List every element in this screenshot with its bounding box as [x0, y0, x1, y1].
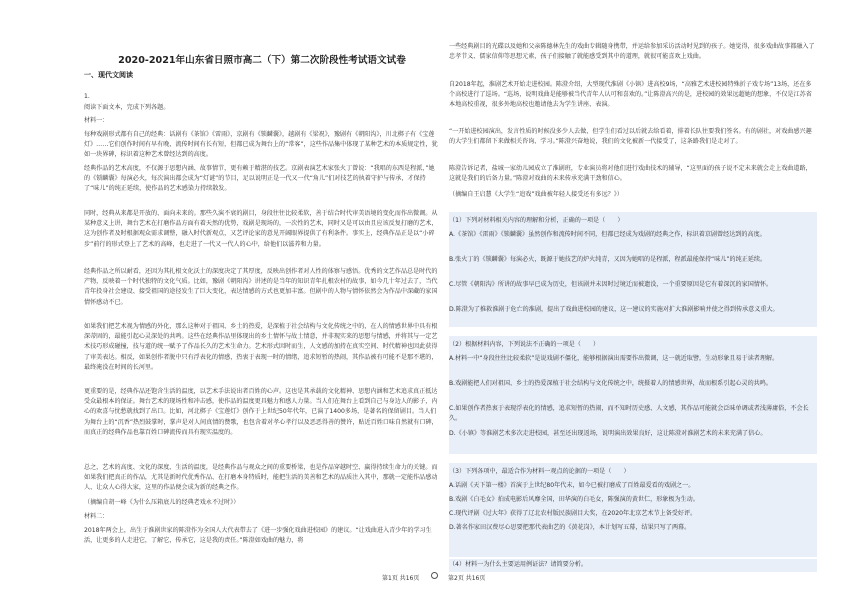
- material2-paragraph: 陈澄告诉记者，盐城一家幼儿园成立了淮剧班，专业演员将对他们进行戏曲技术的辅导，“这里面的孩子说不定未来就会走上戏曲道路，这就是我们的后备力量。”陈澄对戏曲的未来传承充满干劲和信心。: [449, 165, 812, 183]
- page-footer-left: 第1页 共16页: [382, 575, 420, 582]
- material2-paragraph: 一些经典剧目的光碟以及她和父亲陈德林先生的戏曲专辑随身携带，并运给参加采访活动时见到的孩子。她觉得，很多戏曲故事都融入了忠孝节义、儒家信仰等思想元素，孩子们接触了就能感受到其中的道理，就很可能喜欢上戏曲。: [449, 43, 815, 61]
- material2-paragraph: “一开始进校园演出，发言性质的时候没多少人去做，但学生们看过以后就去给看着，排着长队往要我们签名。有的剧社，对戏曲感兴趣的大学生们都留下来做相关咨询、学习。”陈澄兴奋地说，我们的文化被新一代接受了，这条路我们是走对了。: [449, 128, 812, 146]
- question-4-stem: （4）材料一为什么主要运用例证法？请简要分析。: [449, 561, 587, 568]
- question-3-option-c[interactable]: C.现代评剧《过大年》获得了辽北农村版民族剧目大奖，在2020年北京艺术节上备受好评。: [449, 510, 697, 517]
- material1-paragraph: 同时，经典从来都是开放的、面向未来的。那些久演不衰的剧目，身段往往比较柔软，善于结合时代审美语境的变化而作出微调。从某种意义上讲，舞台艺术在打磨作品方面有着天然的优势，戏剧是现场的，一次性的艺术，同时又是可以由且应该反复打磨的艺术，这为创作者及时根据观众需求调整，融入时代新观点，又艺评论家的意见开阔眼界提供了有利条件。事实上，经典作品正是以“小碎步”前行的形式登上了艺术的高峰，也走进了一代又一代人的心中，给他们以滋养和力量。: [84, 210, 438, 248]
- material2-paragraph: 2018年两会上，出生于淮剧世家的陈澄作为全国人大代表带去了《进一步强化戏曲进校园》的建议。“让戏曲进入青少年的学习生活，让更多的人走进它，了解它，传承它，这是我的责任。”陈澄如戏曲的魅力，将: [84, 527, 432, 545]
- question-3-option-b[interactable]: B.戏剧《白毛女》拍成电影后风靡全国，田华演的白毛女，陈强演的黄世仁，形象极为生动。: [449, 496, 699, 503]
- material2-label: 材料二：: [84, 513, 109, 520]
- material1-paragraph: 总之，艺术的高度、文化的深度、生活的温度，是经典作品与观众之间的重要桥梁，也是作品穿越时空、赢得持续生命力的关键。而如果我们把真正的作品，尤其是新时代优秀作品、在打磨本身特质时，能把生活的美善和艺术的品质注入其中，那就一定能作品感动人、让众人心得大家，这里的作品便会成为新的经典之作。: [84, 464, 438, 492]
- exam-title: 2020-2021年山东省日照市高二（下）第二次阶段性考试语文试卷: [118, 55, 406, 66]
- material1-source: （摘编自胡一峰《为什么压箱底儿的经典老戏永不过时》）: [84, 499, 240, 506]
- question-number: 1.: [84, 93, 90, 100]
- question-2-option-a[interactable]: A.材料一中“身段往往比较柔软”是说戏剧不僵化，能够根据演出需要作出微调，这一就近取譬，生动形象且易于读者理解。: [449, 355, 779, 362]
- question-3-block: [449, 463, 817, 557]
- question-1-option-d[interactable]: D.陈澄为了推救淮剧于危亡的淮剧，提出了戏曲进校园的建议，这一建议的实施对扩大淮剧影响并使之得到传承意义重大。: [449, 306, 779, 313]
- instructions: 阅读下面文本，完成下列各题。: [84, 104, 170, 111]
- page-separator-icon: [431, 572, 438, 579]
- question-2-option-c[interactable]: C.如果创作者热衷于表现浮表化的情感，追求短暂的热闹，而不知时历史感、人文感，其作品可能就会泛味单调或者浅薄庸俗，不会长久。: [449, 405, 809, 423]
- question-2-block: [449, 336, 817, 454]
- question-3-option-d[interactable]: D.著名作家田汉费尽心思要把那代表曲艺的《黄花岗》，本计划写五幕，结果只写了两幕。: [449, 524, 691, 531]
- material1-paragraph: 经典作品的艺术高度，不仅源于思想内涵、故事情节，更有赖于精湛的技艺。京剧表演艺术家张火丁曾说：“我唱的东西是程派，”她的《锁麟囊》每演必火，每次演出都会成为“灯谜”的节目，足以说明正是一代又一代“角儿”们对技艺的执着守护与传承，才保持了“味儿”的纯正延续，使作品的艺术感染力持续散发。: [84, 165, 435, 193]
- question-1-option-c[interactable]: C.尽管《朝阳沟》所讲的故事早已成为历史，但该剧并未因时过境迁而被遗没，一个重要原因是它有着深沉的家国情怀。: [449, 281, 773, 288]
- question-2-option-b[interactable]: B.戏剧能把人们对祖国、乡土的热爱深植于社会结构与文化传统之中，统摄着人的情感世界，故而根系引起心灵的共鸣。: [449, 380, 772, 387]
- question-1-option-b[interactable]: B.张火丁的《锁麟囊》每演必火，既源于她技艺的炉火纯青，又因为她唱的是程派，程派最能保持“味儿”的纯正延续。: [449, 256, 767, 263]
- material2-source: （摘编自王启慧《大学生“追戏”戏曲被年轻人接受还有多远？》）: [449, 191, 623, 198]
- question-4-block: [449, 559, 817, 572]
- question-1-option-a[interactable]: A.《茶馆》《雷雨》《锁麟囊》虽然创作和流传时间不同，但都已经成为戏剧的经典之作，标识着京剧曾经达到的高度。: [449, 231, 766, 238]
- material2-paragraph: 自2018年起，淮剧艺术开始走进校园。陈澄介绍，大型现代淮剧《小镇》进高校9场，“高雅艺术进校园特殊折子戏专场”13场，还在多个高校进行了巡场。“巡场，说明戏曲是能够被当代青年人认可和喜欢的。”让陈澄高兴的是，进校园的效果远超她的想象，不仅是江苏省本地高校重视，很多外地高校也邀请他去为学生讲座、表演。: [449, 81, 812, 109]
- section-heading: 一、现代文阅读: [84, 71, 133, 79]
- question-3-stem: （3）下列各项中，最适合作为材料一观点的论据的一项是（ ）: [449, 468, 630, 475]
- question-1-stem: （1）下列对材料相关内容的理解和分析，正确的一项是（ ）: [449, 217, 624, 224]
- material1-paragraph: 经典作品之所以耐看，还因为其扎根文化沃土的深度决定了其厚度，反映出创作者对人性的体察与感悟。优秀的文艺作品总是时代的产物，反映着一个时代独特的文化气质。比如，豫剧《朝阳沟》讲述的是当年的知识青年扎根农村的故事，如今几十年过去了，当代青年投身社会建设、接受祖国的途径发生了巨大变化，表达情感的方式也更加丰富。但剧中的人物与情怀依然会为作品中深藏的家国情怀感动不已。: [84, 268, 438, 306]
- question-2-option-d[interactable]: D.《小镇》等淮剧艺术多次走进校园，甚至还出现返场，说明演出效果良好，这让陈澄对淮剧艺术的未来充满了信心。: [449, 430, 767, 437]
- page-footer-right: 第2页 共16页: [448, 575, 486, 582]
- question-3-option-a[interactable]: A.话剧《天下第一楼》首演于上世纪80年代末，如今已被打磨成了百姓最爱看的戏剧之一。: [449, 482, 695, 489]
- material1-paragraph: 更重要的是，经典作品还饱含生活的温度，以艺术手法说出者百姓的心声。这也是其承载的文化精神、思想内涵和艺术追求真正抵达受众最根本的保证。舞台艺术的现场性和冲击感，使作品的温度更具魅力和感人力量。当人们在舞台上看到自己与身边人的影子，内心的欢喜与忧愁就找到了出口。比如，河北梆子《宝莲灯》创作于上世纪50年代年，已演了1400多场，是著名的保留剧目。当人们为舞台上的“沉香”热烈鼓掌时，掌声是对人间真情的赞歌，也包含着对孝心孝行以及恶恶得善的赞许，贴近百姓口味自然就有口碑，而真正的经典作品也靠百姓口碑流传而具有现实温度的。: [84, 388, 438, 436]
- material1-paragraph: 如果我们把艺术视为情感的外化，那么这种对于祖国、乡土的热爱，是深植于社会结构与文化传统之中的，在人的情感世界中具有根深蒂固的，最能引起心灵深处的共鸣。这些在经典作品里体现出的乡土情怀与故土情意，并非现实来的思想与情感，并将其与一定艺术技巧形成碰撞，技与道的统一赋予了作品长久的艺术生命力。艺术形式因时而生，人文感的加持在真实空间、时代精神也因此获得了审美表达。相反，如果创作者脱中只有浮表化的情感，热衷于表现一时的情绪，追求短暂的热闹，其作品被有可能不是那不堪的，最终淹没在时间的长河里。: [84, 323, 438, 371]
- material1-paragraph: 每种戏剧形式都有自己的经典：话剧有《茶馆》《雷雨》，京剧有《锁麟囊》，越剧有《梁祝》，豫剧有《朝阳沟》，川北梆子有《宝莲灯》……它们创作时间有早有晚，流传时间有长有短，但都已成为舞台上的“常客”，这些作品集中体现了某种艺术的本质规定性，犹如一块界碑，标识着这种艺术曾经达到的高度。: [84, 131, 438, 159]
- question-2-stem: （2）根据材料内容，下列说法不正确的一项是（ ）: [449, 341, 600, 348]
- material1-label: 材料一：: [84, 117, 109, 124]
- question-1-block: [449, 212, 817, 327]
